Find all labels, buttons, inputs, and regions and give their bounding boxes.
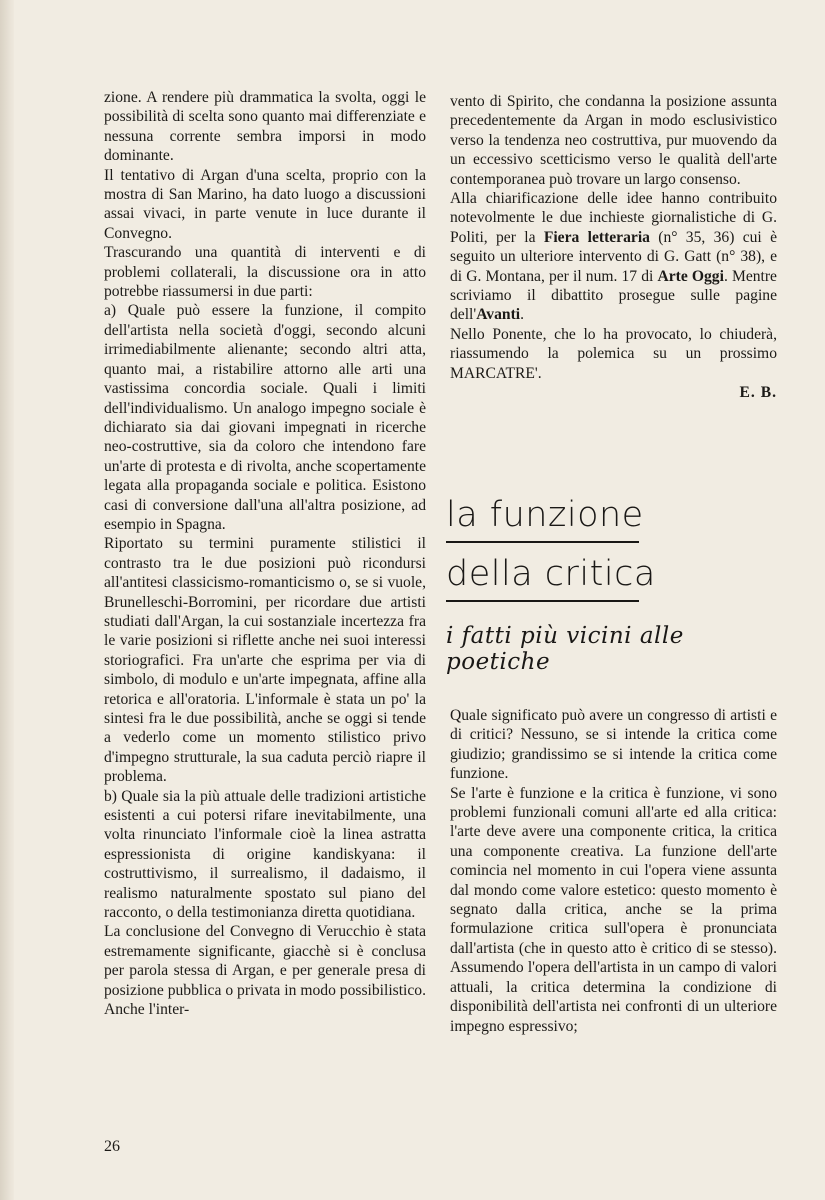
paragraph: Se l'arte è funzione e la critica è funzione, vi sono problemi funzionali comuni all'arte ed alla critica: l'arte deve avere una componente critica, la critica una componente creativa. La funzione dell'arte comincia nel momento in cui l'opera viene assunta dal mondo come valore estetico: questo momento è segnato dalla critica, anche se la prima formulazione critica sull'opera è pronunciata dall'artista (che in questo atto è critico di se stesso). Assumendo l'opera dell'artista in un campo di valori attuali, la critica determina la condizione di disponibilità dell'artista nei confronti di un ulteriore impegno espressivo; <box>450 784 777 1035</box>
text: . Mentre scriviamo il dibattito prosegue sulle pagine dell' <box>450 267 777 324</box>
paragraph: Riportato su termini puramente stilistici il contrasto tra le due posizioni può ricondursi all'antitesi classicismo-romanticismo o, se si vuole, Brunelleschi-Borromini, per ricordare due artisti studiati dall'Argan, la cui sostanziale incertezza fra le varie posizioni si riflette anche nei suoi interessi storiografici. Fra un'arte che esprima per via di simbolo, di modulo e un'arte impegnata, affine alla retorica e all'oratoria. L'informale è stata un po' la sintesi fra le due possibilità, anche se oggi si tende a vederlo come un momento stilistico privo d'impegno strutturale, la sua caduta perciò riapre il problema. <box>104 535 426 786</box>
left-column <box>104 88 426 1020</box>
paragraph: Quale significato può avere un congresso di artisti e di critici? Nessuno, se si intende la critica come giudizio; grandissimo se si intende la critica come funzione. <box>450 707 777 783</box>
paragraph: Trascurando una quantità di interventi e di problemi collaterali, la discussione ora in atto potrebbe riassumersi in due parti: <box>104 244 426 301</box>
title-rule <box>446 600 639 602</box>
publication-name: Arte Oggi <box>657 267 724 285</box>
title-rule <box>446 541 639 543</box>
text: (n° 35, 36) cui è seguito un ulteriore intervento di G. Gatt (n° 38), e di G. Montana, per il num. 17 di <box>450 228 777 285</box>
page-number: 26 <box>104 1138 120 1155</box>
paragraph: La conclusione del Convegno di Verucchio è stata estremamente significante, giacchè si è conclusa per parola stessa di Argan, e per generale presa di posizione pubblica o privata in modo possibilistico. Anche l'inter- <box>104 923 426 1019</box>
article-body <box>450 706 777 1036</box>
paragraph <box>450 189 777 325</box>
article-title-line1: la funzione <box>446 495 644 535</box>
publication-name: Avanti <box>476 306 521 324</box>
paragraph: Il tentativo di Argan d'una scelta, proprio con la mostra di San Marino, ha dato luogo a discussioni assai vivaci, in parte venute in luce durante il Convegno. <box>104 166 426 242</box>
article-title-line2: della critica <box>446 554 656 594</box>
author-signature: E. B. <box>739 384 777 402</box>
text: . <box>520 306 525 324</box>
article-subtitle: i fatti più vicini alle poetiche <box>446 623 684 675</box>
publication-name: Fiera letteraria <box>543 228 650 246</box>
text: Alla chiarificazione delle idee hanno contribuito notevolmente le due inchieste giornalistiche di G. Politi, per la <box>450 190 777 246</box>
paragraph: b) Quale sia la più attuale delle tradizioni artistiche esistenti a cui potersi rifare inevitabilmente, una volta rinunciato l'informale cioè la linea astratta espressionista di origine kandiskyana: il costruttivismo, il surrealismo, il dadaismo, il realismo naturalmente spostato sul piano del racconto, o della testimonianza diretta quotidiana. <box>104 787 426 922</box>
right-column-top <box>450 92 777 403</box>
paragraph: zione. A rendere più drammatica la svolta, oggi le possibilità di scelta sono quanto mai differenziate e nessuna corrente sembra imporsi in modo dominante. <box>104 89 426 165</box>
page-edge <box>0 0 14 1200</box>
paragraph: Nello Ponente, che lo ha provocato, lo chiuderà, riassumendo la polemica su un prossimo MARCATRE'. <box>450 325 777 382</box>
paragraph: a) Quale può essere la funzione, il compito dell'artista nella società d'oggi, secondo alcuni irrimediabilmente alienante; secondo altri atta, quanto mai, a ristabilire attorno alle arti una vastissima concordia sociale. Quali i limiti dell'individualismo. Un analogo impegno sociale è dichiarato sia dai giovani impegnati in ricerche neo-costruttive, sia da coloro che intendono fare un'arte di protesta e di rivolta, anche scopertamente legata alla propaganda sociale e politica. Esistono casi di conversione dall'una all'altra posizione, ad esempio in Spagna. <box>104 302 426 533</box>
paragraph: vento di Spirito, che condanna la posizione assunta precedentemente da Argan in modo esclusivistico verso la tendenza neo costruttiva, pur muovendo da un eccessivo scetticismo verso le qualità dell'arte contemporanea può trovare un largo consenso. <box>450 93 777 188</box>
